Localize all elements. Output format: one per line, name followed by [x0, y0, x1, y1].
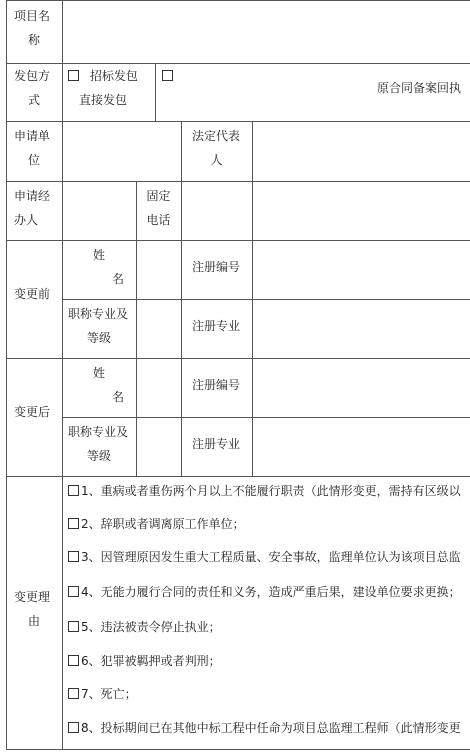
checkbox-direct[interactable]	[162, 70, 173, 81]
before-registration-no-label: 注册编号	[192, 260, 241, 274]
table-line	[6, 0, 7, 750]
project-name-label-cont: 称	[27, 33, 40, 47]
legal-rep-label-cont: 人	[210, 153, 223, 167]
table-line	[62, 299, 470, 300]
checkbox-reason-3[interactable]	[68, 551, 79, 562]
after-name-label-cont: 名	[112, 390, 125, 404]
reason-text: 7、死亡；	[81, 687, 137, 701]
table-line	[6, 181, 470, 182]
change-reason-label: 变更理	[14, 590, 51, 604]
reason-item-5[interactable]	[68, 618, 221, 636]
project-name-label: 项目名	[14, 9, 51, 23]
reason-item-8[interactable]	[68, 719, 461, 737]
landline-label-cont: 电话	[146, 213, 171, 227]
checkbox-reason-5[interactable]	[68, 621, 79, 632]
bidding-option[interactable]	[68, 64, 138, 88]
applicant-agent-label-cont: 办人	[14, 213, 39, 227]
contract-method-label-cont: 式	[27, 93, 40, 107]
checkbox-reason-2[interactable]	[68, 518, 79, 529]
checkbox-reason-6[interactable]	[68, 655, 79, 666]
table-line	[62, 417, 470, 418]
reason-text: 3、因管理原因发生重大工程质量、安全事故，监理单位认为该项目总监	[81, 550, 461, 564]
reason-item-4[interactable]	[68, 583, 461, 601]
reason-item-6[interactable]	[68, 652, 221, 670]
before-change-label: 变更前	[14, 287, 51, 301]
applicant-agent-label: 申请经	[14, 189, 51, 203]
reason-item-3[interactable]	[68, 548, 461, 566]
before-name-label: 姓	[93, 248, 106, 262]
direct-option-checkbox-wrap[interactable]	[162, 64, 175, 88]
reason-text: 1、重病或者重伤两个月以上不能履行职责（此情形变更，需持有区级以	[81, 484, 461, 498]
reason-text: 5、违法被责令停止执业；	[81, 620, 221, 634]
table-line	[252, 121, 253, 476]
contract-method-label: 发包方	[14, 69, 51, 83]
table-line	[6, 749, 470, 750]
after-registered-major-label: 注册专业	[192, 437, 241, 451]
table-line	[6, 358, 470, 359]
after-name-label: 姓	[93, 366, 106, 380]
table-line	[6, 476, 470, 477]
checkbox-reason-7[interactable]	[68, 688, 79, 699]
reason-text: 8、投标期间已在其他中标工程中任命为项目总监理工程师（此情形变更	[81, 721, 461, 735]
before-registered-major-label: 注册专业	[192, 319, 241, 333]
direct-option-label: 直接发包	[79, 93, 128, 107]
reason-item-7[interactable]	[68, 685, 137, 703]
reason-text: 4、无能力履行合同的责任和义务，造成严重后果，建设单位要求更换；	[81, 585, 461, 599]
after-title-major-label-cont: 等级	[87, 449, 112, 463]
reason-item-1[interactable]	[68, 482, 461, 500]
checkbox-reason-1[interactable]	[68, 485, 79, 496]
applicant-unit-label: 申请单	[14, 129, 51, 143]
table-line	[155, 63, 156, 121]
table-line	[6, 240, 470, 241]
legal-rep-label: 法定代表	[192, 129, 241, 143]
original-contract-label: 原合同备案回执	[377, 81, 462, 95]
after-change-label: 变更后	[14, 405, 51, 419]
reason-text: 6、犯罪被羁押或者判刑；	[81, 654, 221, 668]
reason-item-2[interactable]	[68, 515, 245, 533]
after-title-major-label: 职称专业及	[68, 425, 129, 439]
table-line	[6, 0, 470, 1]
landline-label: 固定	[146, 189, 171, 203]
after-registration-no-label: 注册编号	[192, 378, 241, 392]
before-name-label-cont: 名	[112, 272, 125, 286]
table-line	[6, 121, 470, 122]
table-line	[62, 0, 63, 750]
before-title-major-label: 职称专业及	[68, 307, 129, 321]
before-title-major-label-cont: 等级	[87, 331, 112, 345]
reason-text: 2、辞职或者调离原工作单位；	[81, 517, 245, 531]
checkbox-reason-4[interactable]	[68, 586, 79, 597]
table-line	[181, 121, 182, 476]
checkbox-reason-8[interactable]	[68, 722, 79, 733]
checkbox-bidding[interactable]	[68, 70, 79, 81]
bidding-option-label: 招标发包	[89, 69, 138, 83]
applicant-unit-label-cont: 位	[27, 153, 40, 167]
change-reason-label-cont: 由	[28, 614, 41, 628]
